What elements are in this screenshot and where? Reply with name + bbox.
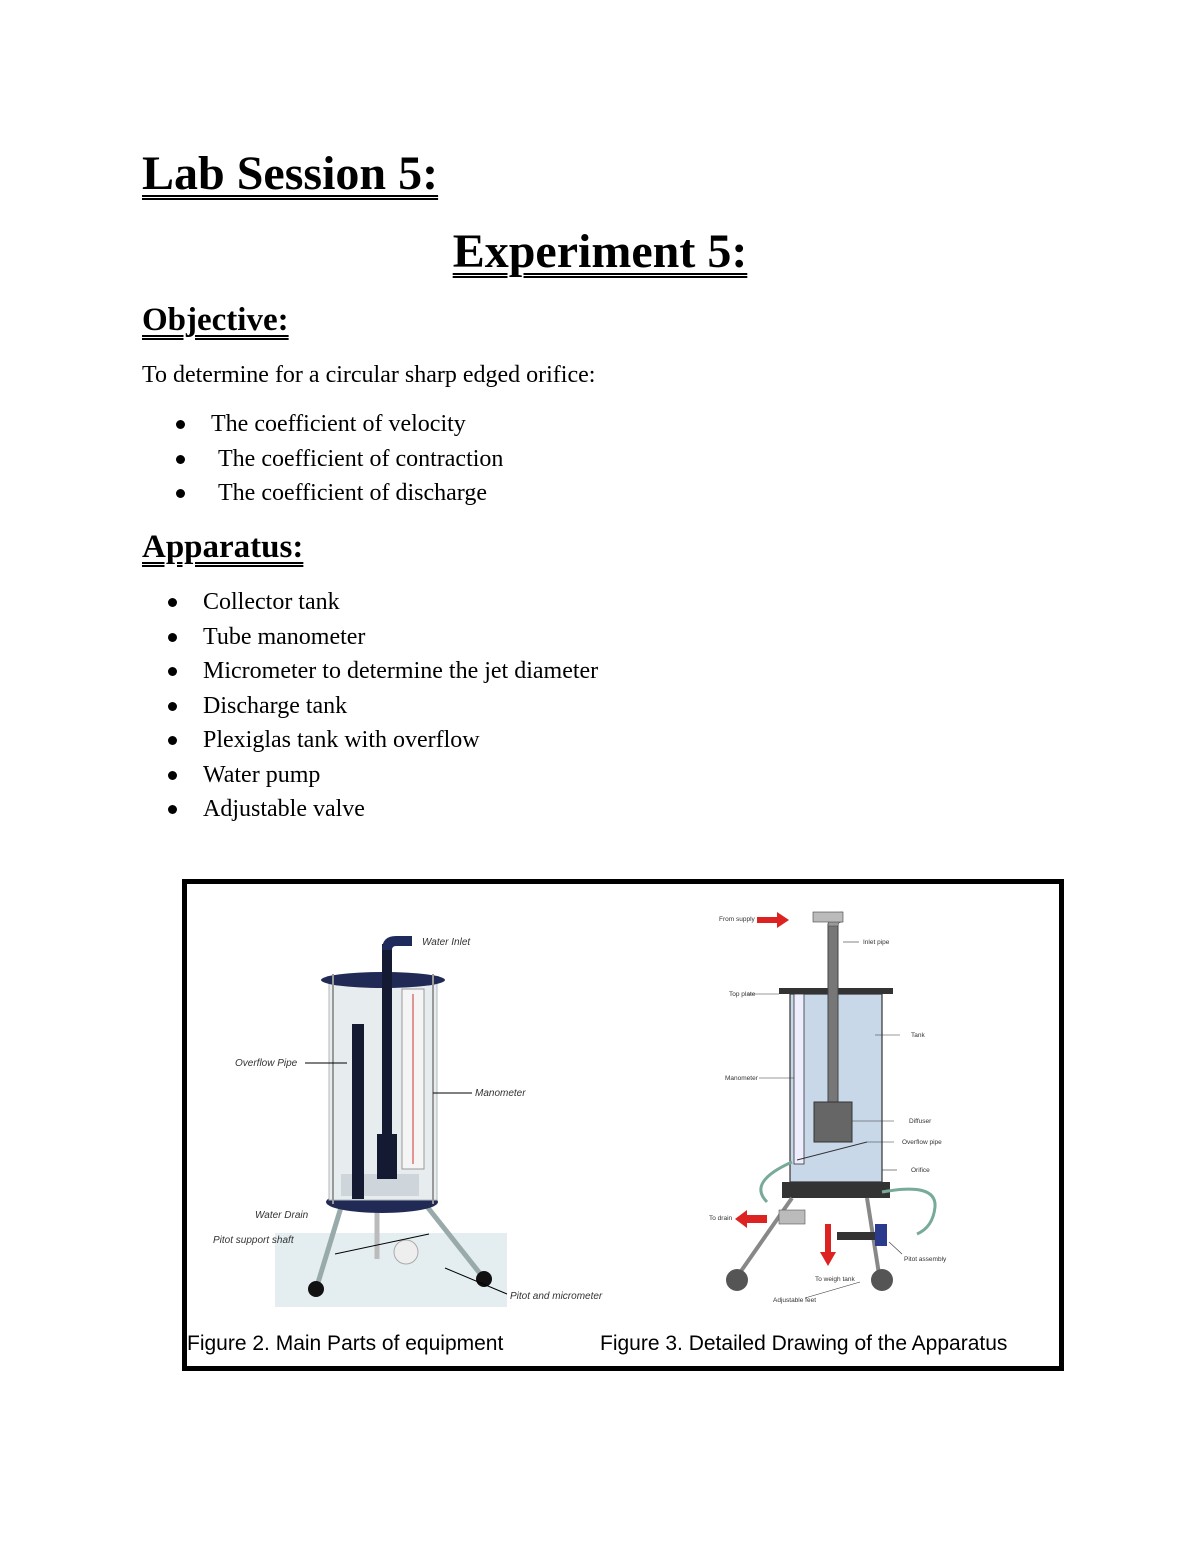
apparatus-item: Micrometer to determine the jet diameter (168, 656, 598, 691)
label-pitot-micrometer: Pitot and micrometer (510, 1291, 603, 1302)
label-inlet-pipe: Inlet pipe (863, 939, 890, 946)
label-tank: Tank (911, 1032, 925, 1039)
experiment-heading: Experiment 5: (452, 225, 748, 278)
label-overflow-pipe: Overflow pipe (902, 1139, 942, 1146)
inlet-pipe (828, 924, 838, 1114)
equipment-photo (207, 914, 607, 1314)
inlet-elbow (382, 936, 412, 950)
label-top-plate: Top plate (729, 991, 756, 998)
bullet-icon (168, 736, 177, 745)
bullet-icon (168, 805, 177, 814)
apparatus-item: Plexiglas tank with overflow (168, 725, 598, 760)
to-drain-arrow (735, 1210, 767, 1228)
bullet-icon (168, 771, 177, 780)
apparatus-item: Collector tank (168, 587, 598, 622)
label-to-drain: To drain (709, 1215, 733, 1222)
label-diffuser: Diffuser (909, 1118, 932, 1125)
bullet-icon (176, 489, 185, 498)
bullet-icon (168, 702, 177, 711)
objective-list (176, 409, 503, 513)
base (782, 1182, 890, 1198)
apparatus-item: Water pump (168, 760, 598, 795)
label-line (889, 1242, 902, 1254)
diffuser (377, 1134, 397, 1179)
apparatus-item: Tube manometer (168, 622, 598, 657)
label-to-weigh-tank: To weigh tank (815, 1276, 855, 1283)
caption-figure-2: Figure 2. Main Parts of equipment (187, 1332, 504, 1355)
label-pitot-assembly: Pitot assembly (904, 1256, 947, 1263)
figure-frame (182, 879, 1064, 1371)
pitot-knob (875, 1224, 887, 1246)
label-line (805, 1282, 860, 1298)
bullet-icon (168, 633, 177, 642)
label-pitot-support: Pitot support shaft (213, 1235, 294, 1246)
manometer (794, 994, 804, 1164)
objective-intro: To determine for a circular sharp edged orifice: (142, 362, 596, 388)
diffuser (814, 1102, 852, 1142)
page-title: Lab Session 5: (142, 147, 439, 200)
apparatus-item: Discharge tank (168, 691, 598, 726)
apparatus-heading: Apparatus: (142, 529, 304, 565)
label-manometer: Manometer (475, 1088, 526, 1099)
bullet-icon (168, 667, 177, 676)
inlet-coupling (813, 912, 843, 922)
objective-item: The coefficient of velocity (176, 409, 503, 444)
pitot-micrometer-part (394, 1240, 418, 1264)
label-manometer: Manometer (725, 1075, 758, 1082)
bullet-icon (168, 598, 177, 607)
objective-heading: Objective: (142, 302, 289, 338)
leg-left (739, 1198, 792, 1274)
label-water-inlet: Water Inlet (422, 937, 471, 948)
from-supply-arrow (757, 912, 789, 928)
bullet-icon (176, 455, 185, 464)
apparatus-list (168, 587, 598, 829)
foot-left (308, 1281, 324, 1297)
objective-item: The coefficient of contraction (176, 444, 503, 479)
label-water-drain: Water Drain (255, 1210, 309, 1221)
overflow-pipe (352, 1024, 364, 1199)
label-from-supply: From supply (719, 916, 755, 923)
to-weigh-tank-arrow (820, 1224, 836, 1266)
foot-right (871, 1269, 893, 1291)
bullet-icon (176, 420, 185, 429)
base-platform (275, 1233, 507, 1307)
objective-item: The coefficient of discharge (176, 478, 503, 513)
drain-elbow (779, 1210, 805, 1224)
foot-left (726, 1269, 748, 1291)
apparatus-drawing (697, 902, 997, 1304)
apparatus-item: Adjustable valve (168, 794, 598, 829)
label-orifice: Orifice (911, 1167, 930, 1174)
label-overflow-pipe: Overflow Pipe (235, 1058, 298, 1069)
caption-figure-3: Figure 3. Detailed Drawing of the Apparatus (600, 1332, 1008, 1355)
label-adjustable-feet: Adjustable feet (773, 1297, 817, 1304)
